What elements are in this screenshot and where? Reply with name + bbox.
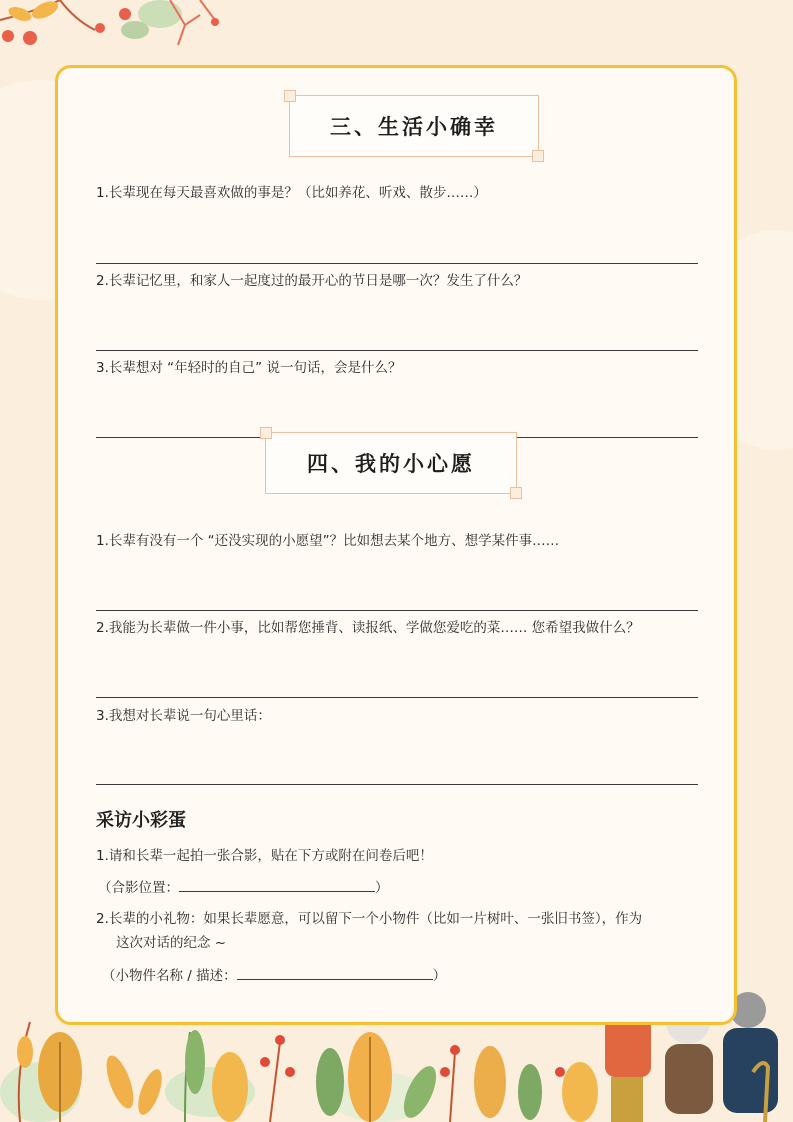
- question-item: 3.我想对长辈说一句心里话：: [96, 708, 271, 724]
- question-item: 1.长辈有没有一个 “还没实现的小愿望”？比如想去某个地方、想学某件事……: [96, 533, 560, 549]
- bonus-item-gift: 2.长辈的小礼物：如果长辈愿意，可以留下一个小物件（比如一片树叶、一张旧书签），作为: [96, 911, 643, 927]
- question-item: 2.长辈记忆里，和家人一起度过的最开心的节日是哪一次？发生了什么？: [96, 273, 528, 289]
- answer-line[interactable]: [96, 697, 698, 698]
- question-item: 1.长辈现在每天最喜欢做的事是？（比如养花、听戏、散步……）: [96, 185, 487, 201]
- note-suffix: ）: [375, 880, 389, 896]
- bonus-item-gift-continued: 这次对话的纪念 ~: [116, 935, 227, 951]
- gift-description-blank[interactable]: [237, 964, 433, 980]
- bonus-item-photo: 1.请和长辈一起拍一张合影，贴在下方或附在问卷后吧！: [96, 848, 433, 864]
- section-title-my-wish: 四、我的小心愿: [265, 432, 517, 494]
- answer-line[interactable]: [96, 784, 698, 785]
- note-suffix: ）: [432, 968, 447, 984]
- gift-description-note: [102, 964, 446, 987]
- answer-line[interactable]: [96, 263, 698, 264]
- bonus-title: 采访小彩蛋: [96, 810, 186, 831]
- photo-position-blank[interactable]: [179, 876, 375, 892]
- answer-line[interactable]: [96, 610, 698, 611]
- note-prefix: （小物件名称 / 描述：: [102, 968, 237, 984]
- photo-position-note: [98, 876, 389, 899]
- answer-line[interactable]: [96, 350, 698, 351]
- note-prefix: （合影位置：: [98, 880, 179, 896]
- section-title-life-happiness: 三、生活小确幸: [289, 95, 539, 157]
- question-item: 2.我能为长辈做一件小事，比如帮您捶背、读报纸、学做您爱吃的菜…… 您希望我做什么？: [96, 620, 640, 636]
- floral-branch-icon: [0, 0, 240, 60]
- question-item: 3.长辈想对 “年轻时的自己” 说一句话，会是什么？: [96, 360, 402, 376]
